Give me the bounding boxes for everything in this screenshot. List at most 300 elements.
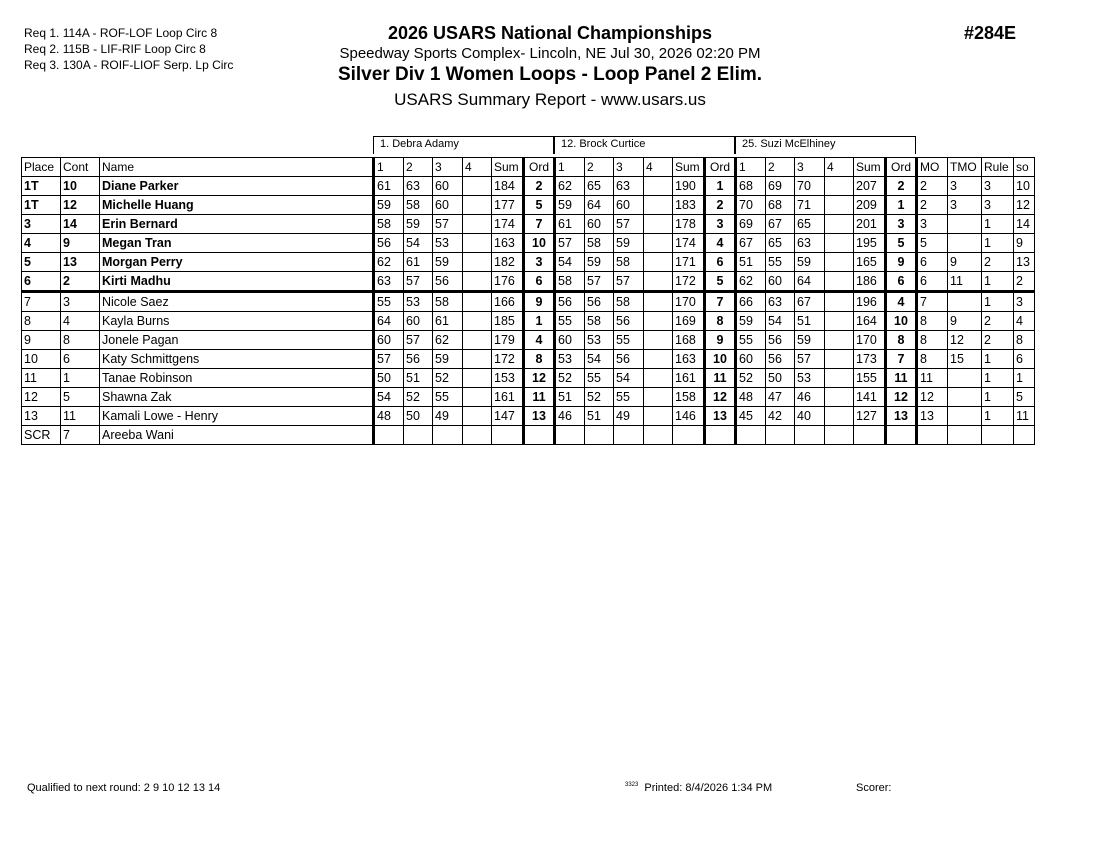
judge-2-score-1-cell: 62 <box>555 177 585 196</box>
judge-1-score-3-cell: 60 <box>433 177 463 196</box>
judge-2-ordinal-cell: 2 <box>705 196 736 215</box>
mo-cell: 6 <box>917 272 948 292</box>
rule-cell: 2 <box>982 312 1014 331</box>
col-j2-ord: Ord <box>705 158 736 177</box>
col-rule: Rule <box>982 158 1014 177</box>
col-mo: MO <box>917 158 948 177</box>
judge-2-ordinal-cell: 5 <box>705 272 736 292</box>
judge-3-score-3-cell: 65 <box>795 215 825 234</box>
judge-1-sum-cell: 163 <box>492 234 524 253</box>
judge-1-score-4-cell <box>463 253 492 272</box>
judge-2-ordinal-cell: 6 <box>705 253 736 272</box>
judge-3-score-1-cell: 48 <box>736 388 766 407</box>
judge-1-sum-cell: 184 <box>492 177 524 196</box>
judge-1-sum-cell: 179 <box>492 331 524 350</box>
judge-2-sum-cell: 183 <box>673 196 705 215</box>
judge-2-sum-cell: 178 <box>673 215 705 234</box>
judge-1-score-4-cell <box>463 350 492 369</box>
judge-1-score-3-cell: 57 <box>433 215 463 234</box>
judge-3-score-3-cell: 71 <box>795 196 825 215</box>
judge-3-score-1-cell: 52 <box>736 369 766 388</box>
judge-2-score-1-cell: 60 <box>555 331 585 350</box>
judge-1-score-2-cell: 63 <box>404 177 433 196</box>
judge-3-score-2-cell: 50 <box>766 369 795 388</box>
tmo-cell <box>948 426 982 445</box>
tmo-cell: 9 <box>948 312 982 331</box>
judge-2-score-2-cell: 58 <box>585 312 614 331</box>
mo-cell: 2 <box>917 177 948 196</box>
judge-1-score-1-cell: 64 <box>374 312 404 331</box>
result-row <box>22 196 1035 215</box>
place-cell: 7 <box>22 292 61 312</box>
rule-cell: 2 <box>982 331 1014 350</box>
scorer-label: Scorer: <box>856 782 892 794</box>
judge-1-score-1-cell: 63 <box>374 272 404 292</box>
judge-2-sum-cell: 163 <box>673 350 705 369</box>
judge-2-ordinal-cell: 9 <box>705 331 736 350</box>
col-j1-s3: 3 <box>433 158 463 177</box>
judge-2-ordinal-cell: 8 <box>705 312 736 331</box>
judge-3-ordinal-cell: 9 <box>886 253 917 272</box>
judge-3-score-3-cell: 70 <box>795 177 825 196</box>
judge-1-score-3-cell: 59 <box>433 350 463 369</box>
judge-3-score-4-cell <box>825 272 854 292</box>
judge-3-score-4-cell <box>825 292 854 312</box>
result-row <box>22 234 1035 253</box>
mo-cell: 8 <box>917 312 948 331</box>
tmo-cell: 15 <box>948 350 982 369</box>
judge-1-score-2-cell: 52 <box>404 388 433 407</box>
judge-1-score-4-cell <box>463 215 492 234</box>
judge-3-ordinal-cell: 4 <box>886 292 917 312</box>
result-row <box>22 177 1035 196</box>
place-cell: 1T <box>22 196 61 215</box>
judge-3-sum-cell: 201 <box>854 215 886 234</box>
result-row <box>22 253 1035 272</box>
report-name: USARS Summary Report - www.usars.us <box>394 90 706 109</box>
judge-3-sum-cell: 173 <box>854 350 886 369</box>
judge-3-score-4-cell <box>825 215 854 234</box>
judge-2-ordinal-cell: 12 <box>705 388 736 407</box>
judge-3-score-4-cell <box>825 196 854 215</box>
result-row <box>22 331 1035 350</box>
judge-1-score-2-cell: 57 <box>404 272 433 292</box>
print-info <box>625 782 772 794</box>
skater-name-cell: Morgan Perry <box>100 253 374 272</box>
judge-3-sum-cell: 141 <box>854 388 886 407</box>
so-cell: 14 <box>1014 215 1035 234</box>
col-j2-sum: Sum <box>673 158 705 177</box>
judge-1-score-2-cell: 53 <box>404 292 433 312</box>
col-j2-s3: 3 <box>614 158 644 177</box>
judge-1-score-2-cell: 61 <box>404 253 433 272</box>
results-table <box>21 157 1035 445</box>
so-cell: 1 <box>1014 369 1035 388</box>
judge-2-score-1-cell: 56 <box>555 292 585 312</box>
judge-3-sum-cell: 170 <box>854 331 886 350</box>
skater-name-cell: Michelle Huang <box>100 196 374 215</box>
judge-2-score-1-cell: 58 <box>555 272 585 292</box>
col-j3-s1: 1 <box>736 158 766 177</box>
judge-1-score-3-cell: 53 <box>433 234 463 253</box>
judge-1-score-4-cell <box>463 369 492 388</box>
judge-3-sum-cell <box>854 426 886 445</box>
tmo-cell: 12 <box>948 331 982 350</box>
tmo-cell: 11 <box>948 272 982 292</box>
judge-1-ordinal-cell: 11 <box>524 388 555 407</box>
judge-1-score-2-cell: 57 <box>404 331 433 350</box>
judge-3-score-2-cell: 47 <box>766 388 795 407</box>
judge-2-score-4-cell <box>644 215 673 234</box>
judge-2-score-2-cell: 51 <box>585 407 614 426</box>
skater-name-cell: Tanae Robinson <box>100 369 374 388</box>
judge-3-score-4-cell <box>825 369 854 388</box>
judge-1-ordinal-cell: 10 <box>524 234 555 253</box>
judge-3-score-3-cell: 53 <box>795 369 825 388</box>
col-j3-sum: Sum <box>854 158 886 177</box>
result-row <box>22 407 1035 426</box>
judge-2-score-4-cell <box>644 350 673 369</box>
so-cell: 10 <box>1014 177 1035 196</box>
place-cell: 6 <box>22 272 61 292</box>
judge-1-score-3-cell: 55 <box>433 388 463 407</box>
judge-3-score-3-cell: 67 <box>795 292 825 312</box>
judge-3-ordinal-cell: 1 <box>886 196 917 215</box>
mo-cell: 7 <box>917 292 948 312</box>
judge-2-score-4-cell <box>644 312 673 331</box>
judge-1-sum-cell: 174 <box>492 215 524 234</box>
judge-3-score-1-cell: 60 <box>736 350 766 369</box>
judge-3-ordinal-cell: 10 <box>886 312 917 331</box>
judge-1-score-2-cell: 59 <box>404 215 433 234</box>
contestant-number-cell: 6 <box>61 350 100 369</box>
judge-1-ordinal-cell: 9 <box>524 292 555 312</box>
judge-1-score-1-cell: 55 <box>374 292 404 312</box>
skater-name-cell: Kirti Madhu <box>100 272 374 292</box>
rule-cell: 3 <box>982 177 1014 196</box>
judge-1-score-3-cell: 59 <box>433 253 463 272</box>
judge-3-score-2-cell: 56 <box>766 350 795 369</box>
judge-2-score-4-cell <box>644 234 673 253</box>
venue-line: Speedway Sports Complex- Lincoln, NE Jul 30, 2026 02:20 PM <box>339 45 761 62</box>
judge-2-sum-cell: 146 <box>673 407 705 426</box>
print-code: 3323 <box>625 782 639 789</box>
col-j1-sum: Sum <box>492 158 524 177</box>
judge-2-score-2-cell: 60 <box>585 215 614 234</box>
judge-1-score-2-cell: 58 <box>404 196 433 215</box>
contestant-number-cell: 11 <box>61 407 100 426</box>
col-place: Place <box>22 158 61 177</box>
judge-1-ordinal-cell: 12 <box>524 369 555 388</box>
mo-cell: 2 <box>917 196 948 215</box>
judge-1-ordinal-cell: 5 <box>524 196 555 215</box>
judge-3-score-2-cell: 65 <box>766 234 795 253</box>
judge-1-sum-cell: 185 <box>492 312 524 331</box>
judge-1-score-3-cell: 60 <box>433 196 463 215</box>
judge-1-score-1-cell: 60 <box>374 331 404 350</box>
place-cell: 1T <box>22 177 61 196</box>
judge-1-ordinal-cell: 6 <box>524 272 555 292</box>
skater-name-cell: Megan Tran <box>100 234 374 253</box>
event-name: Silver Div 1 Women Loops - Loop Panel 2 Elim. <box>337 64 763 85</box>
judge-1-sum-cell: 166 <box>492 292 524 312</box>
tmo-cell <box>948 369 982 388</box>
place-cell: 5 <box>22 253 61 272</box>
judge-3-score-4-cell <box>825 234 854 253</box>
tmo-cell <box>948 215 982 234</box>
judge-1-ordinal-cell: 4 <box>524 331 555 350</box>
judge-1-score-4-cell <box>463 196 492 215</box>
result-row <box>22 292 1035 312</box>
mo-cell: 8 <box>917 350 948 369</box>
judge-1-score-4-cell <box>463 407 492 426</box>
judge-2-score-3-cell: 55 <box>614 331 644 350</box>
judge-3-score-1-cell: 66 <box>736 292 766 312</box>
judge-3-ordinal-cell: 5 <box>886 234 917 253</box>
judge-3-ordinal-cell: 7 <box>886 350 917 369</box>
col-cont: Cont <box>61 158 100 177</box>
skater-name-cell: Kayla Burns <box>100 312 374 331</box>
judge-3-score-4-cell <box>825 177 854 196</box>
judge-1-score-1-cell: 58 <box>374 215 404 234</box>
judge-3-score-1-cell: 45 <box>736 407 766 426</box>
judge-3-score-2-cell: 42 <box>766 407 795 426</box>
judge-3-score-4-cell <box>825 407 854 426</box>
judge-1-score-3-cell: 49 <box>433 407 463 426</box>
rule-cell: 1 <box>982 234 1014 253</box>
qualified-list: Qualified to next round: 2 9 10 12 13 14 <box>27 782 221 794</box>
judge-3-sum-cell: 127 <box>854 407 886 426</box>
judge-3-score-3-cell: 59 <box>795 331 825 350</box>
judge-3-score-3-cell: 40 <box>795 407 825 426</box>
judge-1-score-4-cell <box>463 234 492 253</box>
judge-2-sum-cell <box>673 426 705 445</box>
contestant-number-cell: 3 <box>61 292 100 312</box>
judge-2-score-4-cell <box>644 331 673 350</box>
rule-cell: 1 <box>982 350 1014 369</box>
tmo-cell <box>948 292 982 312</box>
judge-1-score-4-cell <box>463 177 492 196</box>
judge-1-score-4-cell <box>463 312 492 331</box>
judge-3-score-2-cell <box>766 426 795 445</box>
requirement-1: Req 1. 114A - ROF-LOF Loop Circ 8 <box>24 26 218 40</box>
tmo-cell: 9 <box>948 253 982 272</box>
judge-3-score-4-cell <box>825 426 854 445</box>
judge-2-score-3-cell: 58 <box>614 292 644 312</box>
judge-3-sum-cell: 164 <box>854 312 886 331</box>
judge-3-ordinal-cell: 2 <box>886 177 917 196</box>
judge-3-score-4-cell <box>825 350 854 369</box>
judge-2-sum-cell: 170 <box>673 292 705 312</box>
judge-2-score-2-cell: 65 <box>585 177 614 196</box>
contestant-number-cell: 8 <box>61 331 100 350</box>
judge-3-ordinal-cell: 13 <box>886 407 917 426</box>
place-cell: 10 <box>22 350 61 369</box>
col-j1-s4: 4 <box>463 158 492 177</box>
judge-2-score-3-cell: 56 <box>614 350 644 369</box>
judge-2-ordinal-cell: 10 <box>705 350 736 369</box>
judge-2-score-1-cell: 54 <box>555 253 585 272</box>
judge-2-score-4-cell <box>644 369 673 388</box>
skater-name-cell: Nicole Saez <box>100 292 374 312</box>
judge-2-score-2-cell: 64 <box>585 196 614 215</box>
judge-2-ordinal-cell: 4 <box>705 234 736 253</box>
judge-1-ordinal-cell: 8 <box>524 350 555 369</box>
col-tmo: TMO <box>948 158 982 177</box>
skater-name-cell: Diane Parker <box>100 177 374 196</box>
judge-1-score-1-cell: 48 <box>374 407 404 426</box>
judge-1-score-3-cell: 58 <box>433 292 463 312</box>
skater-name-cell: Shawna Zak <box>100 388 374 407</box>
judge-2-sum-cell: 161 <box>673 369 705 388</box>
so-cell: 12 <box>1014 196 1035 215</box>
judge-2-score-3-cell: 60 <box>614 196 644 215</box>
judge-2-score-3-cell: 57 <box>614 215 644 234</box>
judge-3-score-2-cell: 60 <box>766 272 795 292</box>
col-j2-s1: 1 <box>555 158 585 177</box>
judge-2-score-4-cell <box>644 407 673 426</box>
judge-1-score-1-cell: 62 <box>374 253 404 272</box>
judge-2-ordinal-cell: 7 <box>705 292 736 312</box>
tmo-cell <box>948 388 982 407</box>
place-cell: SCR <box>22 426 61 445</box>
judge-2-score-1-cell: 57 <box>555 234 585 253</box>
judge-3-ordinal-cell <box>886 426 917 445</box>
judge-1-score-1-cell: 50 <box>374 369 404 388</box>
judge-1-sum-cell: 176 <box>492 272 524 292</box>
col-j3-s2: 2 <box>766 158 795 177</box>
judge-3-score-3-cell: 46 <box>795 388 825 407</box>
judge-2-score-4-cell <box>644 272 673 292</box>
so-cell: 11 <box>1014 407 1035 426</box>
skater-name-cell: Kamali Lowe - Henry <box>100 407 374 426</box>
mo-cell: 11 <box>917 369 948 388</box>
event-number: #284E <box>964 23 1017 43</box>
judge-2-sum-cell: 169 <box>673 312 705 331</box>
requirements-list <box>24 25 233 73</box>
judge-2-score-3-cell: 54 <box>614 369 644 388</box>
judge-2-score-1-cell: 52 <box>555 369 585 388</box>
so-cell: 2 <box>1014 272 1035 292</box>
judge-3-score-4-cell <box>825 331 854 350</box>
judge-2-ordinal-cell: 1 <box>705 177 736 196</box>
mo-cell: 13 <box>917 407 948 426</box>
place-cell: 9 <box>22 331 61 350</box>
so-cell: 4 <box>1014 312 1035 331</box>
judge-1-score-3-cell <box>433 426 463 445</box>
judge-2-sum-cell: 172 <box>673 272 705 292</box>
judge-2-score-2-cell: 59 <box>585 253 614 272</box>
judge-2-score-4-cell <box>644 388 673 407</box>
contestant-number-cell: 4 <box>61 312 100 331</box>
so-cell: 5 <box>1014 388 1035 407</box>
col-name: Name <box>100 158 374 177</box>
judge-3-score-2-cell: 55 <box>766 253 795 272</box>
judge-1-score-4-cell <box>463 292 492 312</box>
judge-3-score-3-cell: 63 <box>795 234 825 253</box>
judge-2-ordinal-cell <box>705 426 736 445</box>
tmo-cell <box>948 407 982 426</box>
judge-3-score-4-cell <box>825 312 854 331</box>
rule-cell: 3 <box>982 196 1014 215</box>
judge-3-score-3-cell <box>795 426 825 445</box>
rule-cell: 1 <box>982 388 1014 407</box>
judge-2-score-3-cell: 56 <box>614 312 644 331</box>
result-row <box>22 369 1035 388</box>
judge-1-ordinal-cell: 7 <box>524 215 555 234</box>
judge-1-ordinal-cell: 2 <box>524 177 555 196</box>
col-j2-s2: 2 <box>585 158 614 177</box>
judge-3-score-2-cell: 56 <box>766 331 795 350</box>
judge-1-score-2-cell: 56 <box>404 350 433 369</box>
judge-3-sum-cell: 209 <box>854 196 886 215</box>
judge-1-score-2-cell: 51 <box>404 369 433 388</box>
rule-cell: 1 <box>982 292 1014 312</box>
judge-3-score-1-cell: 69 <box>736 215 766 234</box>
judge-2-sum-cell: 168 <box>673 331 705 350</box>
judge-2-ordinal-cell: 11 <box>705 369 736 388</box>
result-row <box>22 426 1035 445</box>
col-j1-ord: Ord <box>524 158 555 177</box>
judge-2-score-1-cell <box>555 426 585 445</box>
contestant-number-cell: 5 <box>61 388 100 407</box>
judge-1-score-1-cell: 56 <box>374 234 404 253</box>
judge-2-score-4-cell <box>644 292 673 312</box>
printed-timestamp: Printed: 8/4/2026 1:34 PM <box>644 782 773 794</box>
judge-3-score-3-cell: 57 <box>795 350 825 369</box>
judge-1-ordinal-cell: 1 <box>524 312 555 331</box>
judge-2-score-1-cell: 51 <box>555 388 585 407</box>
so-cell: 3 <box>1014 292 1035 312</box>
judge-3-sum-cell: 155 <box>854 369 886 388</box>
tmo-cell <box>948 234 982 253</box>
judge-3-score-1-cell: 55 <box>736 331 766 350</box>
col-j3-s4: 4 <box>825 158 854 177</box>
judge-2-score-3-cell <box>614 426 644 445</box>
column-header-row <box>22 158 1035 177</box>
judge-3-sum-cell: 207 <box>854 177 886 196</box>
contestant-number-cell: 14 <box>61 215 100 234</box>
judge-1-score-1-cell: 57 <box>374 350 404 369</box>
judge-1-score-1-cell <box>374 426 404 445</box>
so-cell: 6 <box>1014 350 1035 369</box>
judge-1-score-4-cell <box>463 388 492 407</box>
rule-cell: 1 <box>982 272 1014 292</box>
result-row <box>22 215 1035 234</box>
judge-3-score-1-cell: 51 <box>736 253 766 272</box>
judge-2-score-4-cell <box>644 196 673 215</box>
judge-1-sum-cell: 172 <box>492 350 524 369</box>
contestant-number-cell: 9 <box>61 234 100 253</box>
rule-cell: 1 <box>982 407 1014 426</box>
judge-1-score-4-cell <box>463 272 492 292</box>
judge-1-sum-cell: 161 <box>492 388 524 407</box>
judge-1-score-2-cell: 60 <box>404 312 433 331</box>
place-cell: 12 <box>22 388 61 407</box>
judge-1-sum-cell: 147 <box>492 407 524 426</box>
judge-2-score-3-cell: 57 <box>614 272 644 292</box>
judge-2-score-3-cell: 59 <box>614 234 644 253</box>
judge-1-ordinal-cell: 13 <box>524 407 555 426</box>
judge-3-score-1-cell: 70 <box>736 196 766 215</box>
judge-1-score-3-cell: 61 <box>433 312 463 331</box>
judge-3-score-3-cell: 64 <box>795 272 825 292</box>
judge-3-score-2-cell: 69 <box>766 177 795 196</box>
judge-1-score-1-cell: 59 <box>374 196 404 215</box>
rule-cell <box>982 426 1014 445</box>
mo-cell: 5 <box>917 234 948 253</box>
judge-2: 12. Brock Curtice <box>554 136 735 154</box>
